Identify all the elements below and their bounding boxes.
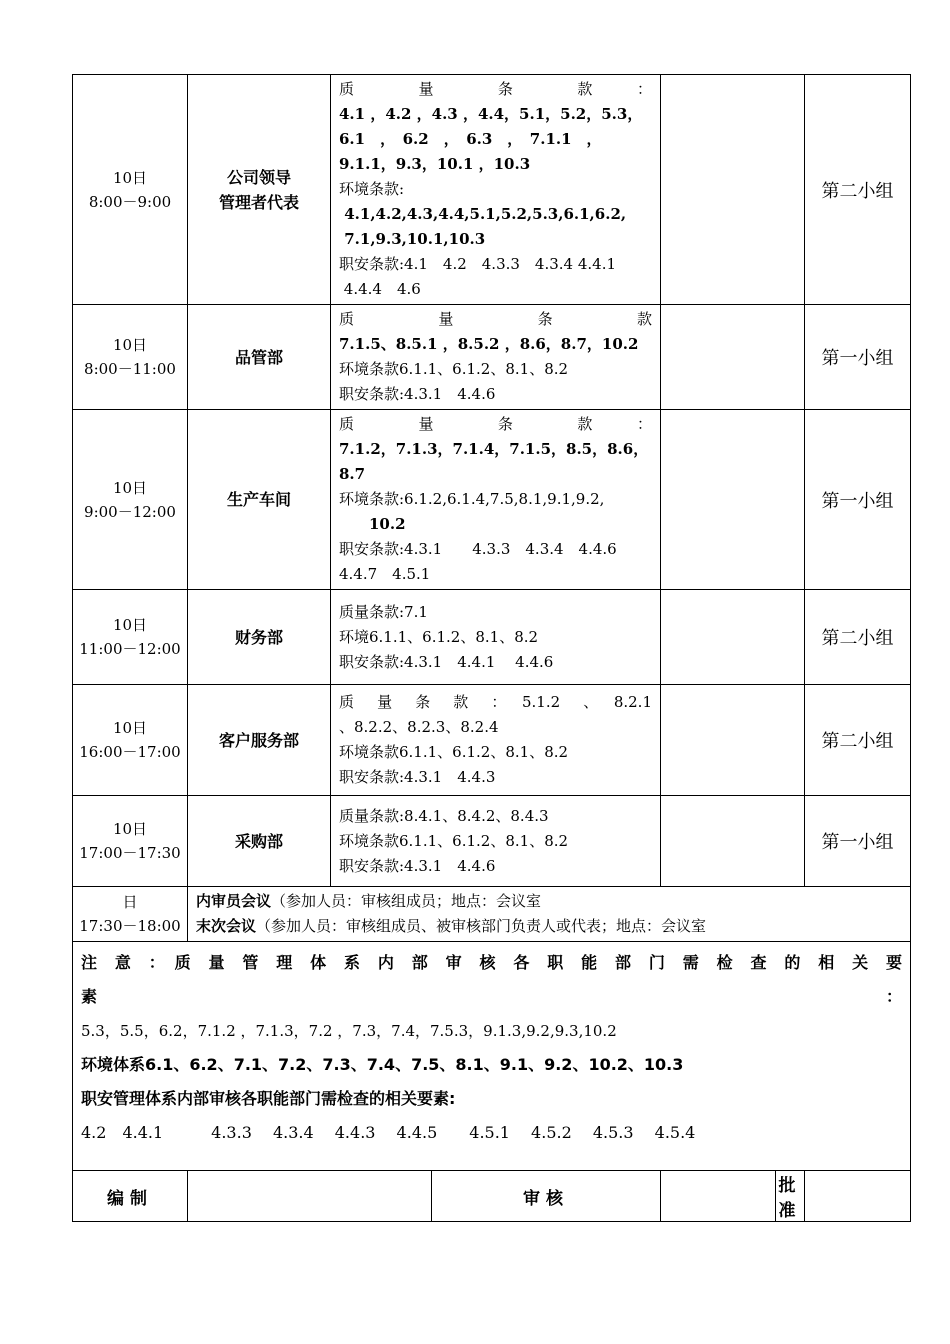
reviewed-by-label: 审核	[432, 1171, 661, 1222]
department-name: 品管部	[234, 347, 283, 367]
notes-cell	[73, 942, 919, 1171]
department-name: 财务部	[234, 627, 283, 647]
clauses-cell	[331, 590, 661, 685]
department-name: 采购部	[234, 831, 283, 851]
auditor-cell[interactable]	[661, 590, 805, 685]
clause-line: 4.4.7 4.5.1	[339, 565, 431, 583]
clause-line: 4.4.4 4.6	[339, 280, 421, 298]
schedule-row	[73, 75, 911, 305]
audit-group-cell: 第二小组	[805, 590, 911, 685]
audit-group-cell: 第一小组	[805, 305, 911, 410]
audit-day: 10日	[112, 336, 148, 354]
clause-line: 职安条款:4.3.1 4.4.3	[339, 768, 496, 786]
clause-line: 质 量 条 款 ：	[339, 415, 652, 433]
clause-line: 职安条款:4.3.1 4.4.1 4.4.6	[339, 652, 554, 671]
clauses-cell	[331, 796, 661, 887]
clause-line: 7.1.2，7.1.3，7.1.4，7.1.5，8.5，8.6，8.7	[339, 440, 649, 483]
audit-time: 8:00－11:00	[84, 360, 176, 378]
audit-schedule-table	[72, 74, 919, 1222]
approved-by-field[interactable]	[805, 1171, 911, 1222]
clause-line: 环境条款:6.1.2,6.1.4,7.5,8.1,9.1,9.2,	[339, 490, 605, 508]
meeting-time-cell	[73, 887, 188, 942]
audit-day: 10日	[112, 478, 148, 497]
audit-group-cell: 第一小组	[805, 410, 911, 590]
approved-by-label: 批准	[776, 1171, 805, 1222]
clause-line: 环境条款6.1.1、6.1.2、8.1、8.2	[339, 831, 569, 850]
clause-line: 7.1,9.3,10.1,10.3	[339, 230, 486, 248]
meeting-day: 日	[122, 893, 138, 911]
department-cell	[188, 685, 331, 796]
signoff-row	[73, 1171, 911, 1222]
clause-line: 、8.2.2、8.2.3、8.2.4	[339, 718, 499, 736]
clause-line: 环境条款:	[339, 180, 405, 198]
time-cell	[73, 75, 188, 305]
schedule-row	[73, 796, 911, 887]
clauses-cell	[331, 410, 661, 590]
audit-day: 10日	[112, 616, 148, 634]
notes-ohs-elements: 4.2 4.4.1 4.3.3 4.3.4 4.4.3 4.4.5 4.5.1 4.5.2 4.5.3 4.5.4	[81, 1123, 696, 1142]
audit-day: 10日	[112, 168, 148, 187]
department-cell	[188, 796, 331, 887]
department-name: 生产车间	[226, 490, 291, 509]
audit-time: 8:00－9:00	[88, 192, 172, 211]
time-cell	[73, 590, 188, 685]
notes-ohs-heading: 职安管理体系内部审核各职能部门需检查的相关要素:	[81, 1089, 456, 1108]
auditor-cell[interactable]	[661, 75, 805, 305]
schedule-row	[73, 685, 911, 796]
clause-line: 质 量 条 款 ： 5.1.2 、 8.2.1	[339, 693, 652, 711]
closing-meeting-label: 末次会议	[196, 917, 257, 935]
prepared-by-field[interactable]	[188, 1171, 432, 1222]
clause-line: 9.1.1，9.3，10.1 ，10.3	[339, 155, 531, 173]
audit-time: 11:00－12:00	[79, 640, 181, 658]
time-cell	[73, 305, 188, 410]
schedule-body	[73, 75, 911, 887]
notes-quality-elements: 5.3，5.5，6.2，7.1.2 ，7.1.3，7.2 ，7.3，7.4，7.5.3，9.1.3,9.2,9.3,10.2	[81, 1022, 617, 1040]
time-cell	[73, 410, 188, 590]
schedule-row	[73, 410, 911, 590]
prepared-by-label: 编制	[73, 1171, 188, 1222]
audit-group-cell: 第一小组	[805, 796, 911, 887]
department-name: 客户服务部	[218, 730, 299, 750]
internal-auditor-meeting-label: 内审员会议	[196, 892, 272, 910]
auditor-cell[interactable]	[661, 796, 805, 887]
audit-time: 16:00－17:00	[79, 743, 181, 761]
clause-line: 质量条款:8.4.1、8.4.2、8.4.3	[339, 806, 549, 825]
clause-line: 质量条款:7.1	[339, 602, 428, 621]
clause-line: 环境条款6.1.1、6.1.2、8.1、8.2	[339, 360, 569, 378]
clause-line: 职安条款:4.1 4.2 4.3.3 4.3.4 4.4.1	[339, 255, 617, 273]
department-cell	[188, 410, 331, 590]
schedule-row	[73, 305, 911, 410]
clause-line: 环境条款6.1.1、6.1.2、8.1、8.2	[339, 743, 569, 761]
clauses-cell	[331, 685, 661, 796]
notes-row	[73, 942, 911, 1171]
time-cell	[73, 796, 188, 887]
department-cell	[188, 305, 331, 410]
notes-quality-heading: 注 意 ： 质 量 管 理 体 系 内 部 审 核 各 职 能 部 门 需 检 查 的 相 关 要 素 ：	[81, 953, 919, 1006]
clauses-cell	[331, 75, 661, 305]
audit-group-cell: 第二小组	[805, 75, 911, 305]
time-cell	[73, 685, 188, 796]
clause-line: 质 量 条 款	[339, 310, 652, 328]
clause-line: 职安条款:4.3.1 4.3.3 4.3.4 4.4.6	[339, 540, 617, 558]
audit-time: 17:00－17:30	[79, 844, 181, 862]
department-name: 公司领导	[226, 167, 291, 187]
clauses-cell	[331, 305, 661, 410]
audit-day: 10日	[112, 820, 148, 838]
schedule-row	[73, 590, 911, 685]
clause-line: 职安条款:4.3.1 4.4.6	[339, 856, 496, 875]
clause-line: 质 量 条 款 ：	[339, 80, 652, 98]
auditor-cell[interactable]	[661, 305, 805, 410]
meeting-cell	[188, 887, 911, 942]
clause-line: 4.1 ，4.2 ，4.3 ，4.4，5.1，5.2，5.3，	[339, 105, 643, 123]
clause-line: 环境6.1.1、6.1.2、8.1、8.2	[339, 627, 539, 646]
department-cell	[188, 590, 331, 685]
audit-day: 10日	[112, 719, 148, 737]
meeting-row	[73, 887, 911, 942]
clause-line: 职安条款:4.3.1 4.4.6	[339, 385, 496, 403]
audit-time: 9:00－12:00	[84, 502, 176, 521]
department-cell	[188, 75, 331, 305]
clause-line: 4.1,4.2,4.3,4.4,5.1,5.2,5.3,6.1,6.2,	[339, 205, 627, 223]
reviewed-by-field[interactable]	[661, 1171, 776, 1222]
auditor-cell[interactable]	[661, 410, 805, 590]
clause-line: 7.1.5、8.5.1 ，8.5.2 ，8.6，8.7，10.2	[339, 335, 639, 353]
closing-meeting-text: （参加人员：审核组成员、被审核部门负责人或代表；地点：会议室	[256, 917, 707, 935]
audit-group-cell: 第二小组	[805, 685, 911, 796]
clause-line: 6.1 ， 6.2 ， 6.3 ， 7.1.1 ，	[339, 130, 602, 148]
internal-auditor-meeting-text: （参加人员：审核组成员；地点：会议室	[271, 892, 542, 910]
department-name: 管理者代表	[218, 192, 299, 212]
meeting-time: 17:30－18:00	[79, 917, 181, 935]
auditor-cell[interactable]	[661, 685, 805, 796]
clause-line: 10.2	[339, 515, 406, 533]
notes-environment-elements: 环境体系6.1、6.2、7.1、7.2、7.3、7.4、7.5、8.1、9.1、9.2、10.2、10.3	[81, 1055, 684, 1074]
